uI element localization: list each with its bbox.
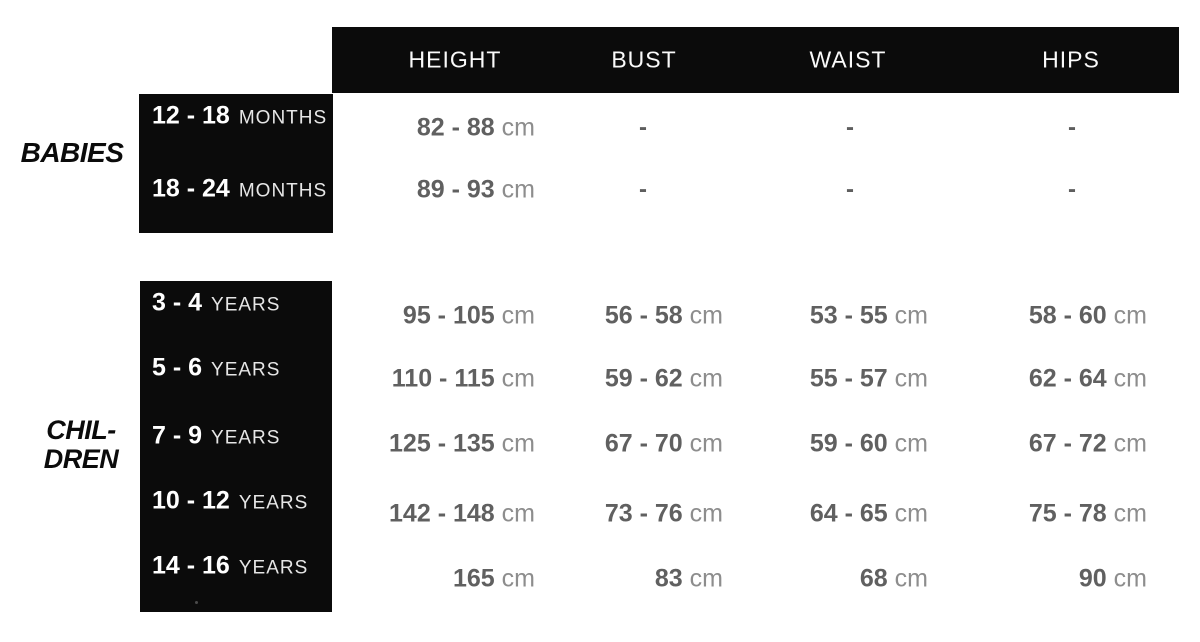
- age-range: 3 - 4: [152, 288, 203, 317]
- cell-height: 82 - 88 cm: [416, 113, 535, 142]
- age-label-14-16-years: [152, 552, 308, 581]
- cell-height: 165 cm: [452, 564, 535, 593]
- cell-bust: 83 cm: [654, 564, 723, 593]
- cell-bust: 56 - 58 cm: [604, 301, 723, 330]
- cell-waist: 53 - 55 cm: [809, 301, 928, 330]
- cell-bust-empty: -: [639, 176, 647, 203]
- column-header-waist: WAIST: [809, 46, 887, 73]
- cell-bust: 59 - 62 cm: [604, 364, 723, 393]
- age-range: 10 - 12: [152, 486, 230, 515]
- cell-hips: 62 - 64 cm: [1028, 364, 1147, 393]
- group-label-children-line2: DREN: [43, 444, 119, 474]
- age-range: 14 - 16: [152, 551, 230, 580]
- age-unit: YEARS: [238, 492, 309, 514]
- cell-height: 142 - 148 cm: [389, 499, 535, 528]
- group-label-children-line1: CHIL-: [46, 415, 116, 445]
- cell-height: 95 - 105 cm: [402, 301, 535, 330]
- age-unit: YEARS: [211, 294, 281, 316]
- cell-waist: 68 cm: [859, 564, 928, 593]
- age-unit: MONTHS: [238, 107, 328, 129]
- cell-waist: 55 - 57 cm: [809, 364, 928, 393]
- cell-bust-empty: -: [639, 114, 647, 141]
- cell-bust: 67 - 70 cm: [604, 429, 723, 458]
- cell-height: 125 - 135 cm: [389, 429, 535, 458]
- cell-hips: 75 - 78 cm: [1028, 499, 1147, 528]
- group-label-babies: BABIES: [20, 137, 124, 168]
- cell-hips: 58 - 60 cm: [1028, 301, 1147, 330]
- age-label-10-12-years: [152, 487, 308, 516]
- age-unit: YEARS: [211, 359, 281, 381]
- column-header-height: HEIGHT: [408, 46, 502, 73]
- age-range: 7 - 9: [152, 421, 203, 450]
- group-label-children: [44, 416, 119, 474]
- column-header-hips: HIPS: [1042, 46, 1100, 73]
- cell-waist: 64 - 65 cm: [809, 499, 928, 528]
- cell-waist-empty: -: [846, 114, 854, 141]
- age-label-12-18-months: [152, 102, 327, 131]
- cell-waist: 59 - 60 cm: [809, 429, 928, 458]
- cell-hips-empty: -: [1068, 114, 1076, 141]
- age-label-3-4-years: [152, 289, 280, 318]
- age-unit: YEARS: [238, 557, 309, 579]
- cell-height: 110 - 115 cm: [391, 364, 535, 393]
- cell-hips: 67 - 72 cm: [1028, 429, 1147, 458]
- cell-hips-empty: -: [1068, 176, 1076, 203]
- column-header-bust: BUST: [611, 46, 677, 73]
- age-label-18-24-months: [152, 175, 327, 204]
- age-unit: YEARS: [211, 427, 281, 449]
- print-speck: [195, 601, 198, 604]
- cell-bust: 73 - 76 cm: [604, 499, 723, 528]
- age-unit: MONTHS: [238, 180, 328, 202]
- age-label-5-6-years: [152, 354, 280, 383]
- age-label-7-9-years: [152, 422, 280, 451]
- cell-height: 89 - 93 cm: [416, 175, 535, 204]
- cell-waist-empty: -: [846, 176, 854, 203]
- age-range: 12 - 18: [152, 101, 230, 130]
- cell-hips: 90 cm: [1078, 564, 1147, 593]
- age-range: 5 - 6: [152, 353, 203, 382]
- age-range: 18 - 24: [152, 174, 230, 203]
